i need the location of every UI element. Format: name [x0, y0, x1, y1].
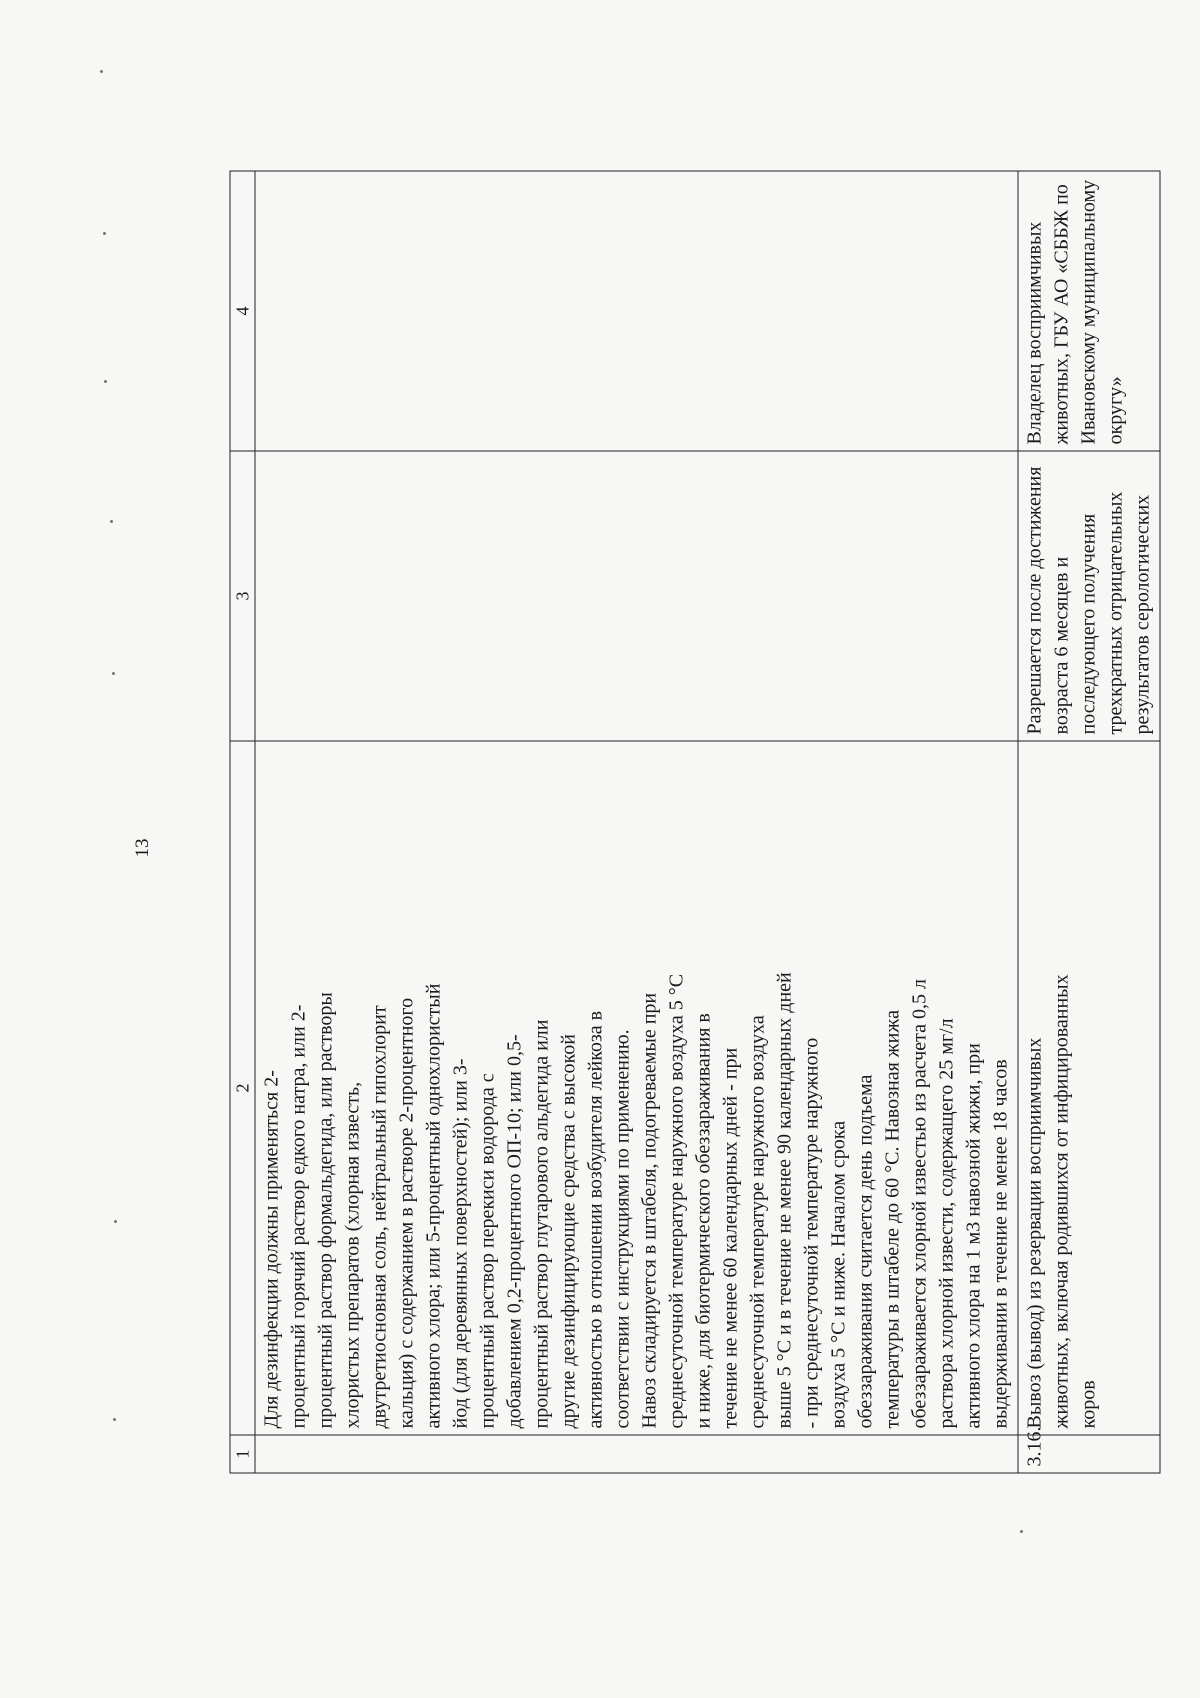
header-col-3: 3 [230, 451, 255, 741]
scan-speck [114, 1220, 117, 1223]
scan-speck [1020, 1530, 1023, 1533]
scan-speck [113, 1418, 116, 1421]
scan-speck [104, 380, 107, 383]
table-row [1018, 171, 1160, 1473]
disinfection-text-cell: Для дезинфекции должны применяться 2- процентный горячий раствор едкого натра, или 2- процентный раствор формальдегида, или растворы хлористых препаратов (хлорная известь, двутретиосновная соль, нейтральный гипохлорит кальция) с содержанием в растворе 2-процентного активного хлора; или 5-процентный однохлористый йод (для деревянных поверхностей); или 3- процентный раствор перекиси водорода с добавлением 0,2-процентного ОП-10; или 0,5- процентный раствор глутарового альдегида или другие дезинфицирующие средства с высокой активностью в отношении возбудителя лейкоза в соответствии с инструкциями по применению. Навоз складируется в штабеля, подогреваемые при среднесуточной температуре наружного воздуха 5 °С и ниже, для биотермического обеззараживания в течение не менее 60 календарных дней - при среднесуточной температуре наружного воздуха выше 5 °С и в течение не менее 90 календарных дней - при среднесуточной температуре наружного воздуха 5 °С и ниже. Началом срока обеззараживания считается день подъема температуры в штабеле до 60 °С. Навозная жижа обеззараживается хлорной известью из расчета 0,5 л раствора хлорной извести, содержащего 25 мг/л активного хлора на 1 м3 навозной жижи, при выдерживании в течение не менее 18 часов [255, 741, 1018, 1435]
measures-table [230, 170, 1161, 1473]
export-measure-cell: Вывоз (вывод) из резервации восприимчивых животных, включая родившихся от инфицированных коров [1018, 741, 1160, 1435]
scan-speck [112, 672, 115, 675]
table-header-row [230, 171, 255, 1473]
terms-cell: Разрешается после достижения возраста 6 месяцев и последующего получения трехкратных отрицательных результатов серологических [1018, 451, 1160, 741]
header-col-1: 1 [230, 1435, 255, 1473]
scan-speck [103, 232, 106, 235]
terms-cell [255, 451, 1018, 741]
header-col-2: 2 [230, 741, 255, 1435]
header-col-4: 4 [230, 171, 255, 451]
scan-speck [100, 70, 103, 73]
table-row [255, 171, 1018, 1473]
responsible-cell: Владелец восприимчивых животных, ГБУ АО «СББЖ по Ивановскому муниципальному округу» [1018, 171, 1160, 451]
responsible-cell [255, 171, 1018, 451]
scan-speck [110, 520, 113, 523]
rotated-table-wrapper [230, 171, 1154, 1473]
row-number-cell: 3.16. [1018, 1435, 1160, 1473]
page-number: 13 [132, 838, 153, 858]
row-number-cell [255, 1435, 1018, 1473]
